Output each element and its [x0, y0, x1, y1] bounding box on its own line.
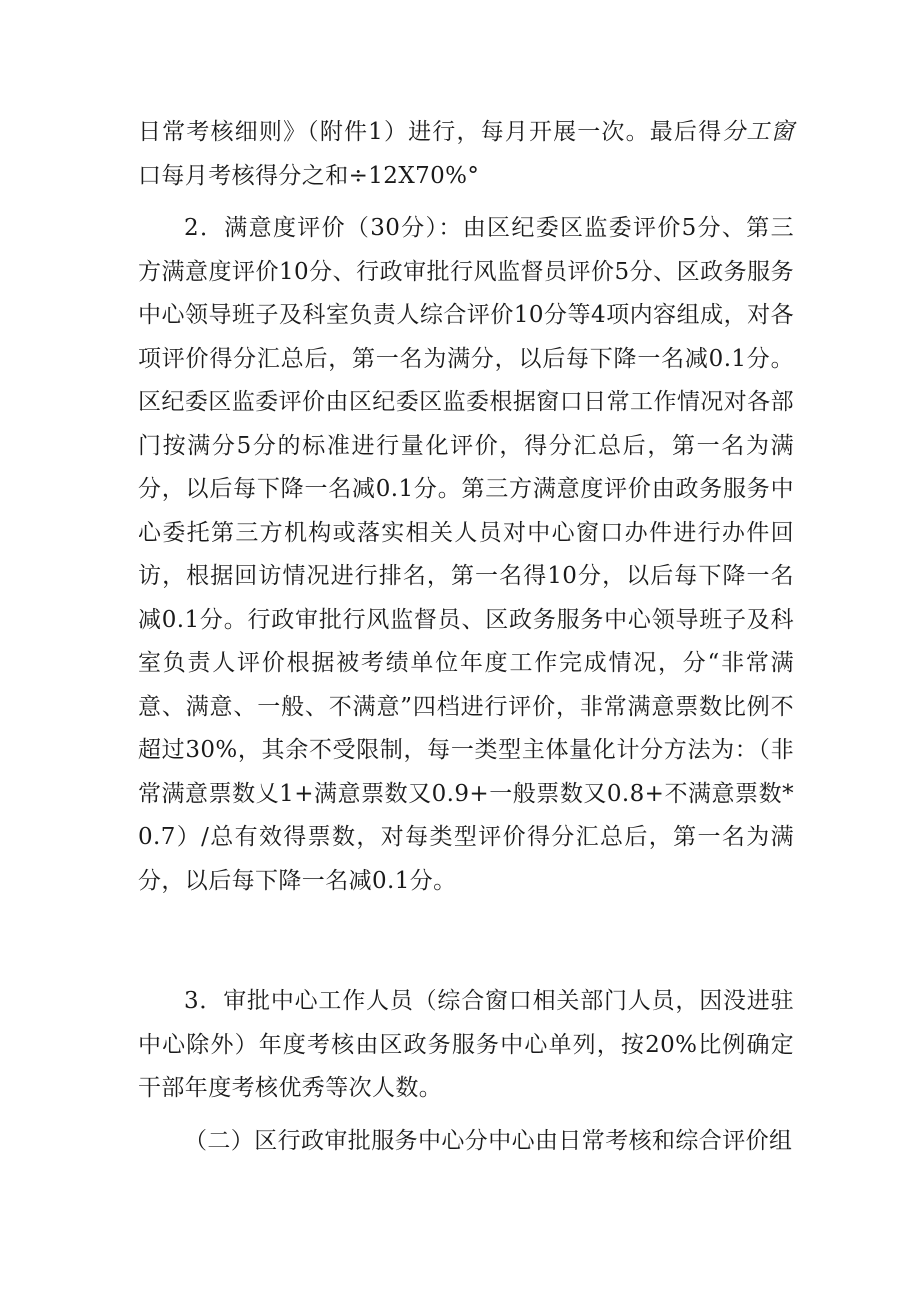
paragraph-1-text-c: 口每月考核得分之和÷12X70%° — [138, 162, 480, 189]
paragraph-1-text-a: 日常考核细则》（附件1）进行，每月开展一次。最后得 — [138, 119, 723, 145]
paragraph-3-staff-assessment: 3．审批中心工作人员（综合窗口相关部门人员，因没进驻中心除外）年度考核由区政务服务中心单列，按20%比例确定干部年度考核优秀等次人数。 — [138, 988, 794, 1101]
paragraph-1 — [138, 111, 794, 198]
paragraph-4-sub-center: （二）区行政审批服务中心分中心由日常考核和综合评价组 — [184, 1128, 793, 1154]
paragraph-2-satisfaction-evaluation: 2．满意度评价（30分）：由区纪委区监委评价5分、第三方满意度评价10分、行政审批行风监督员评价5分、区政务服务中心领导班子及科室负责人综合评价10分等4项内容组成，对各项评价得分汇总后，第一名为满分，以后每下降一名减0.1分。区纪委区监委评价由区纪委区监委根据窗口日常工作情况对各部门按满分5分的标准进行量化评价，得分汇总后，第一名为满分，以后每下降一名减0.1分。第三方满意度评价由政务服务中心委托第三方机构或落实相关人员对中心窗口办件进行办件回访，根据回访情况进行排名，第一名得10分，以后每下降一名减0.1分。行政审批行风监督员、区政务服务中心领导班子及科室负责人评价根据被考绩单位年度工作完成情况，分“非常满意、满意、一般、不满意”四档进行评价，非常满意票数比例不超过30%，其余不受限制，每一类型主体量化计分方法为：（非常满意票数乂1+满意票数又0.9+一般票数又0.8+不满意票数*0.7）/总有效得票数，对每类型评价得分汇总后，第一名为满分，以后每下降一名减0.1分。 — [138, 215, 794, 894]
paragraph-1-italic-text: 分工窗 — [722, 119, 794, 145]
